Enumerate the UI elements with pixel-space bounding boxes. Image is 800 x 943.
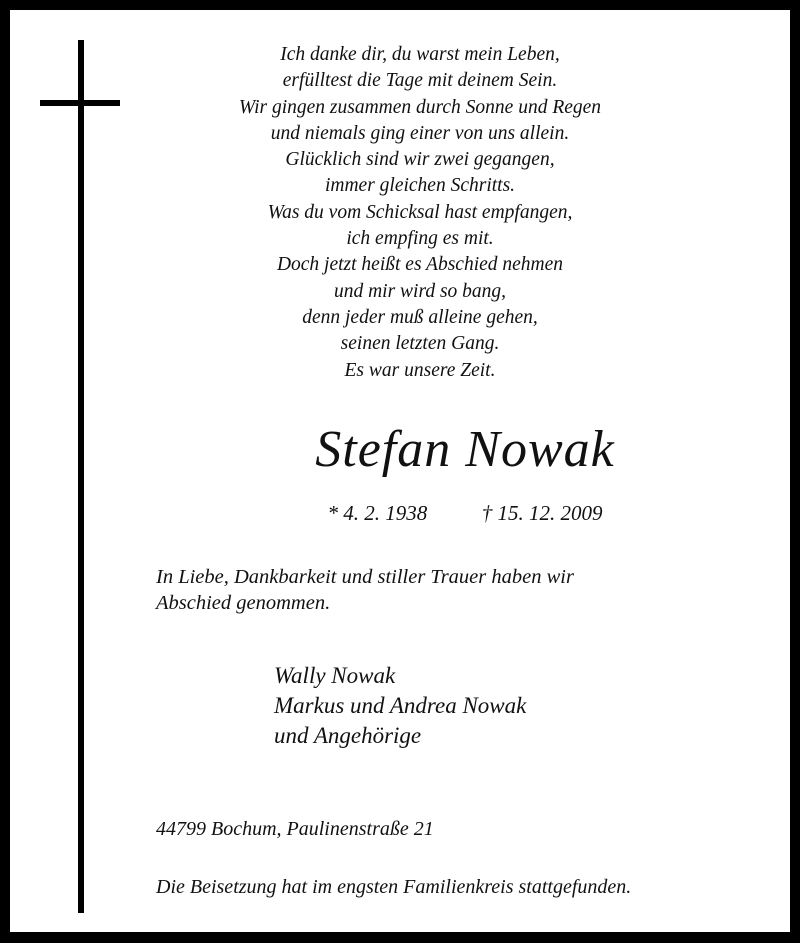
cross-icon-horizontal [40,100,120,106]
mourner: Wally Nowak [274,663,396,688]
farewell-text [156,564,756,616]
poem-line: und mir wird so bang, [333,280,507,302]
poem [160,42,680,384]
address: 44799 Bochum, Paulinenstraße 21 [156,818,434,840]
poem-line: Ich danke dir, du warst mein Leben, [280,44,560,65]
poem-line: ich empfing es mit. [346,228,494,250]
poem-line: denn jeder muß alleine gehen, [302,306,538,328]
poem-line: und niemals ging einer von uns allein. [270,122,570,144]
mourner: und Angehörige [274,723,422,748]
deceased-name: Stefan Nowak [315,421,615,478]
poem-line: erfülltest die Tage mit deinem Sein. [282,70,558,92]
poem-line: seinen letzten Gang. [340,333,500,355]
obituary-notice [10,10,790,932]
birth-date: * 4. 2. 1938 [327,501,428,525]
life-dates [160,500,770,526]
farewell-line: In Liebe, Dankbarkeit und stiller Trauer haben wir [156,566,574,588]
burial-note: Die Beisetzung hat im engsten Familienkreis stattgefunden. [156,876,632,898]
mourners-list [274,661,526,751]
poem-line: Glücklich sind wir zwei gegangen, [285,149,555,171]
death-date: † 15. 12. 2009 [481,501,603,525]
poem-line: Was du vom Schicksal hast empfangen, [267,201,573,223]
cross-icon-vertical [78,40,84,913]
poem-line: Es war unsere Zeit. [344,359,496,381]
poem-line: Wir gingen zusammen durch Sonne und Regen [238,96,602,118]
poem-line: immer gleichen Schritts. [324,175,516,197]
farewell-line: Abschied genommen. [156,592,331,614]
mourner: Markus und Andrea Nowak [274,693,527,718]
poem-line: Doch jetzt heißt es Abschied nehmen [276,254,564,276]
